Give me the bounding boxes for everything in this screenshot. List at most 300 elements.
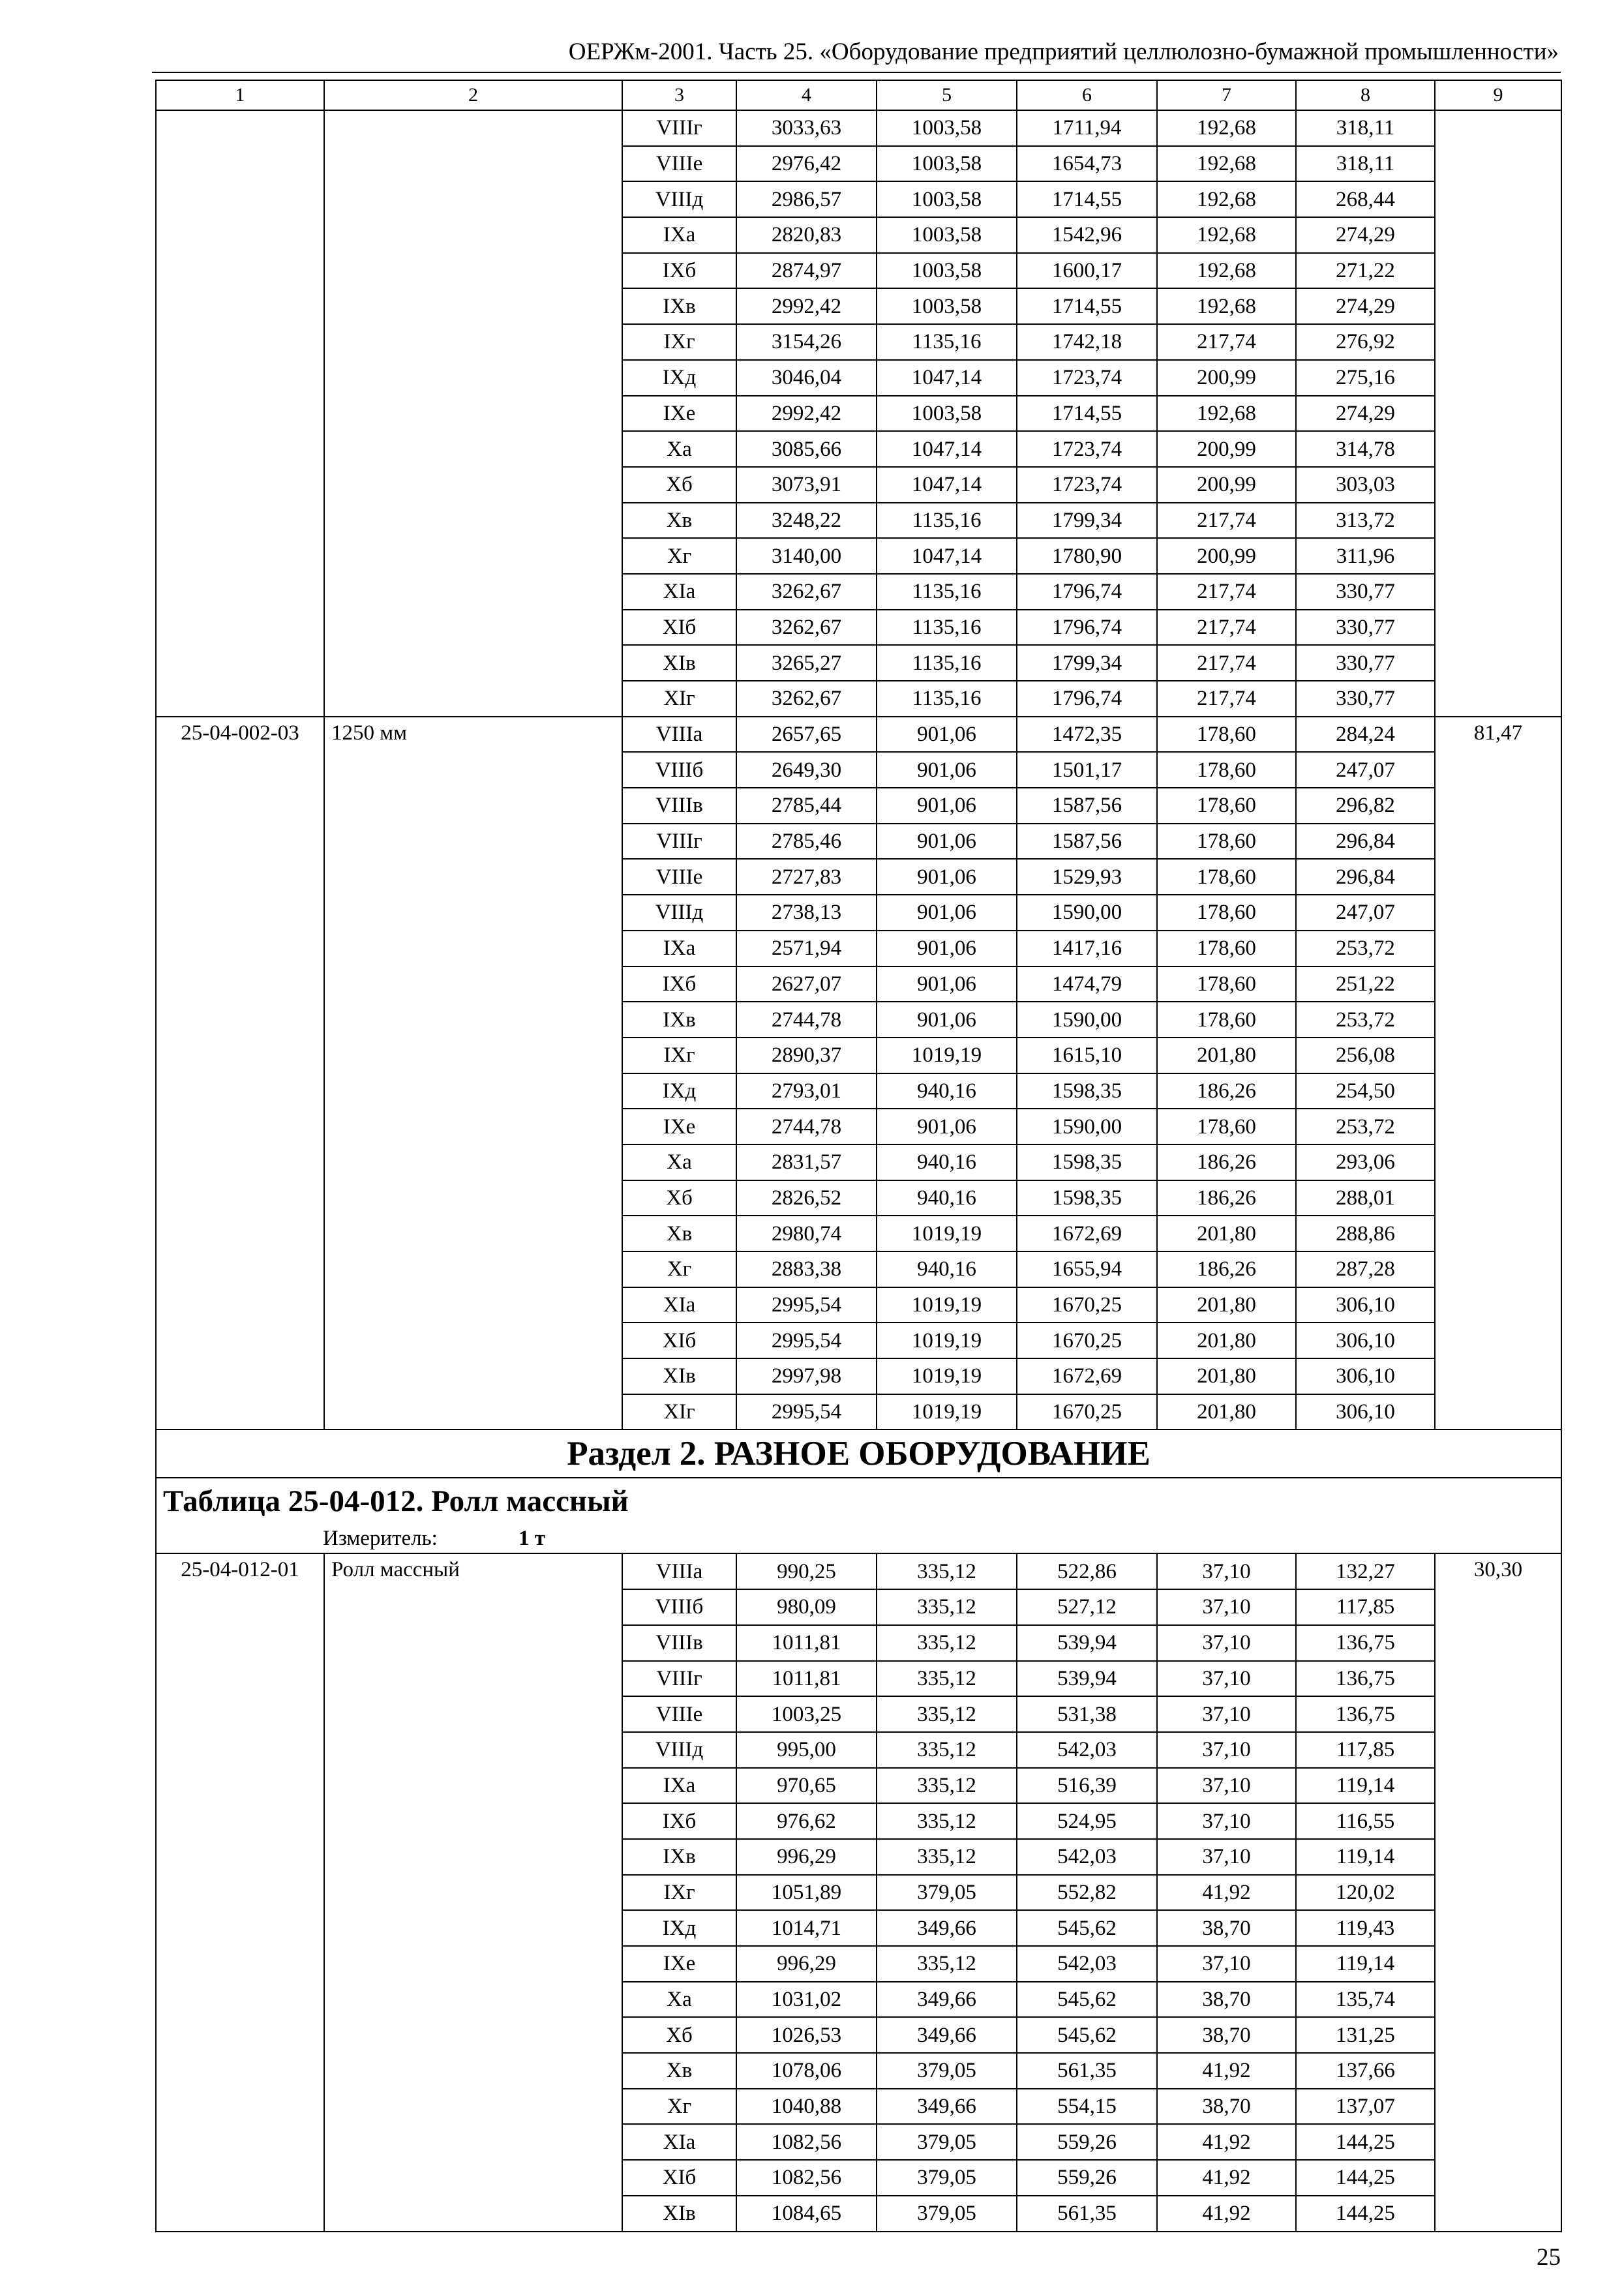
- value-cell: 1742,18: [1017, 324, 1157, 360]
- value-cell: 901,06: [877, 752, 1017, 788]
- value-cell: 3073,91: [736, 467, 877, 503]
- column-number: 8: [1296, 80, 1435, 110]
- zone-cell: Xг: [622, 1251, 736, 1287]
- zone-cell: VIIIд: [622, 1732, 736, 1768]
- value-cell: 1723,74: [1017, 467, 1157, 503]
- value-cell: 2992,42: [736, 288, 877, 324]
- value-cell: 1003,58: [877, 181, 1017, 217]
- value-cell: 192,68: [1157, 396, 1296, 432]
- zone-cell: XIб: [622, 2160, 736, 2196]
- value-cell: 559,26: [1017, 2160, 1157, 2196]
- value-cell: 41,92: [1157, 2196, 1296, 2232]
- value-cell: 1003,58: [877, 146, 1017, 182]
- zone-cell: Xв: [622, 2053, 736, 2089]
- value-cell: 37,10: [1157, 1946, 1296, 1982]
- value-cell: 144,25: [1296, 2160, 1435, 2196]
- value-cell: 2785,44: [736, 788, 877, 824]
- value-cell: 131,25: [1296, 2017, 1435, 2053]
- zone-cell: VIIIе: [622, 859, 736, 895]
- zone-cell: XIв: [622, 645, 736, 681]
- zone-cell: VIIIе: [622, 1696, 736, 1732]
- value-cell: 201,80: [1157, 1216, 1296, 1251]
- value-cell: 2826,52: [736, 1180, 877, 1216]
- value-cell: 980,09: [736, 1589, 877, 1625]
- value-cell: 1135,16: [877, 645, 1017, 681]
- zone-cell: VIIIг: [622, 1661, 736, 1697]
- value-cell: 335,12: [877, 1946, 1017, 1982]
- column-number: 6: [1017, 80, 1157, 110]
- zone-cell: Xа: [622, 431, 736, 467]
- value-cell: 217,74: [1157, 503, 1296, 539]
- value-cell: 940,16: [877, 1251, 1017, 1287]
- value-cell: 192,68: [1157, 253, 1296, 289]
- value-cell: 901,06: [877, 895, 1017, 931]
- value-cell: 178,60: [1157, 1109, 1296, 1144]
- zone-cell: XIв: [622, 1358, 736, 1394]
- value-cell: 192,68: [1157, 181, 1296, 217]
- value-cell: 37,10: [1157, 1768, 1296, 1804]
- value-cell: 1587,56: [1017, 788, 1157, 824]
- value-cell: 274,29: [1296, 396, 1435, 432]
- value-cell: 1135,16: [877, 610, 1017, 646]
- value-cell: 1670,25: [1017, 1323, 1157, 1358]
- zone-cell: IXа: [622, 931, 736, 966]
- zone-cell: Xв: [622, 503, 736, 539]
- value-cell: 1019,19: [877, 1038, 1017, 1073]
- value-cell: 2785,46: [736, 824, 877, 860]
- zone-cell: XIа: [622, 574, 736, 610]
- value-cell: 552,82: [1017, 1875, 1157, 1911]
- value-cell: 1019,19: [877, 1358, 1017, 1394]
- value-cell: 531,38: [1017, 1696, 1157, 1732]
- value-cell: 539,94: [1017, 1661, 1157, 1697]
- value-cell: 995,00: [736, 1732, 877, 1768]
- value-cell: 116,55: [1296, 1803, 1435, 1839]
- value-cell: 41,92: [1157, 2124, 1296, 2160]
- value-cell: 2657,65: [736, 717, 877, 753]
- header-divider: [152, 72, 1561, 73]
- value-cell: 38,70: [1157, 1982, 1296, 2018]
- value-cell: 274,29: [1296, 288, 1435, 324]
- value-cell: 524,95: [1017, 1803, 1157, 1839]
- value-cell: 1598,35: [1017, 1180, 1157, 1216]
- value-cell: 1472,35: [1017, 717, 1157, 753]
- value-cell: 1711,94: [1017, 110, 1157, 146]
- value-cell: 144,25: [1296, 2196, 1435, 2232]
- value-cell: 201,80: [1157, 1287, 1296, 1323]
- value-cell: 3262,67: [736, 681, 877, 717]
- value-cell: 178,60: [1157, 788, 1296, 824]
- value-cell: 1529,93: [1017, 859, 1157, 895]
- value-cell: 268,44: [1296, 181, 1435, 217]
- value-cell: 253,72: [1296, 1109, 1435, 1144]
- value-cell: 275,16: [1296, 360, 1435, 396]
- value-cell: 1615,10: [1017, 1038, 1157, 1073]
- value-cell: 37,10: [1157, 1732, 1296, 1768]
- value-cell: 253,72: [1296, 931, 1435, 966]
- zone-cell: Xг: [622, 2089, 736, 2125]
- value-cell: 251,22: [1296, 966, 1435, 1002]
- value-cell: 2744,78: [736, 1002, 877, 1038]
- value-cell: 201,80: [1157, 1038, 1296, 1073]
- zone-cell: XIа: [622, 1287, 736, 1323]
- value-cell: 137,07: [1296, 2089, 1435, 2125]
- value-cell: 1047,14: [877, 431, 1017, 467]
- value-cell: 901,06: [877, 966, 1017, 1002]
- value-cell: 1670,25: [1017, 1394, 1157, 1430]
- zone-cell: VIIIв: [622, 1625, 736, 1661]
- value-cell: 135,74: [1296, 1982, 1435, 2018]
- value-cell: 1135,16: [877, 324, 1017, 360]
- value-cell: 276,92: [1296, 324, 1435, 360]
- value-cell: 335,12: [877, 1589, 1017, 1625]
- value-cell: 379,05: [877, 2160, 1017, 2196]
- value-cell: 1019,19: [877, 1216, 1017, 1251]
- value-cell: 201,80: [1157, 1394, 1296, 1430]
- zone-cell: XIб: [622, 610, 736, 646]
- value-cell: 1587,56: [1017, 824, 1157, 860]
- value-cell: 306,10: [1296, 1287, 1435, 1323]
- value-cell: 1796,74: [1017, 574, 1157, 610]
- value-cell: 144,25: [1296, 2124, 1435, 2160]
- value-cell: 330,77: [1296, 610, 1435, 646]
- column-number-row: [156, 80, 1561, 110]
- zone-cell: IXв: [622, 1002, 736, 1038]
- value-cell: 1026,53: [736, 2017, 877, 2053]
- value-cell: 247,07: [1296, 895, 1435, 931]
- value-cell: 1003,25: [736, 1696, 877, 1732]
- value-cell: 293,06: [1296, 1144, 1435, 1180]
- value-cell: 136,75: [1296, 1661, 1435, 1697]
- value-cell: 1047,14: [877, 467, 1017, 503]
- table-row: [156, 110, 1561, 146]
- value-cell: 186,26: [1157, 1144, 1296, 1180]
- table-row: [156, 1553, 1561, 1589]
- zone-cell: VIIIб: [622, 752, 736, 788]
- value-cell: 38,70: [1157, 1910, 1296, 1946]
- zone-cell: IXб: [622, 253, 736, 289]
- value-cell: 41,92: [1157, 2053, 1296, 2089]
- value-cell: 306,10: [1296, 1358, 1435, 1394]
- value-cell: 41,92: [1157, 2160, 1296, 2196]
- value-cell: 2820,83: [736, 217, 877, 253]
- table-title: Таблица 25-04-012. Ролл массный: [156, 1478, 1561, 1524]
- value-cell: 2831,57: [736, 1144, 877, 1180]
- value-cell: 2649,30: [736, 752, 877, 788]
- value-cell: 1011,81: [736, 1625, 877, 1661]
- value-cell: 901,06: [877, 788, 1017, 824]
- value-cell: 200,99: [1157, 467, 1296, 503]
- column9-value: 30,30: [1435, 1553, 1561, 2231]
- value-cell: 379,05: [877, 1875, 1017, 1911]
- value-cell: 1590,00: [1017, 895, 1157, 931]
- value-cell: 41,92: [1157, 1875, 1296, 1911]
- value-cell: 1003,58: [877, 253, 1017, 289]
- value-cell: 545,62: [1017, 1910, 1157, 1946]
- value-cell: 178,60: [1157, 966, 1296, 1002]
- value-cell: 253,72: [1296, 1002, 1435, 1038]
- value-cell: 37,10: [1157, 1553, 1296, 1589]
- value-cell: 217,74: [1157, 645, 1296, 681]
- zone-cell: VIIIе: [622, 146, 736, 182]
- value-cell: 1051,89: [736, 1875, 877, 1911]
- value-cell: 186,26: [1157, 1073, 1296, 1109]
- value-cell: 303,03: [1296, 467, 1435, 503]
- value-cell: 136,75: [1296, 1625, 1435, 1661]
- value-cell: 178,60: [1157, 931, 1296, 966]
- value-cell: 119,14: [1296, 1768, 1435, 1804]
- value-cell: 901,06: [877, 717, 1017, 753]
- value-cell: 542,03: [1017, 1839, 1157, 1875]
- value-cell: 516,39: [1017, 1768, 1157, 1804]
- value-cell: 288,01: [1296, 1180, 1435, 1216]
- zone-cell: VIIIг: [622, 110, 736, 146]
- value-cell: 545,62: [1017, 1982, 1157, 2018]
- zone-cell: Xа: [622, 1982, 736, 2018]
- value-cell: 1135,16: [877, 681, 1017, 717]
- zone-cell: IXб: [622, 966, 736, 1002]
- value-cell: 192,68: [1157, 288, 1296, 324]
- value-cell: 1723,74: [1017, 360, 1157, 396]
- zone-cell: IXв: [622, 288, 736, 324]
- zone-cell: IXе: [622, 1946, 736, 1982]
- value-cell: 2986,57: [736, 181, 877, 217]
- value-cell: 1417,16: [1017, 931, 1157, 966]
- zone-cell: IXв: [622, 1839, 736, 1875]
- column-number: 1: [156, 80, 324, 110]
- value-cell: 996,29: [736, 1946, 877, 1982]
- value-cell: 1082,56: [736, 2160, 877, 2196]
- value-cell: 311,96: [1296, 538, 1435, 574]
- value-cell: 1655,94: [1017, 1251, 1157, 1287]
- value-cell: 522,86: [1017, 1553, 1157, 1589]
- zone-cell: IXд: [622, 360, 736, 396]
- value-cell: 3085,66: [736, 431, 877, 467]
- value-cell: 192,68: [1157, 217, 1296, 253]
- value-cell: 186,26: [1157, 1251, 1296, 1287]
- value-cell: 335,12: [877, 1768, 1017, 1804]
- value-cell: 1047,14: [877, 360, 1017, 396]
- value-cell: 335,12: [877, 1696, 1017, 1732]
- value-cell: 1600,17: [1017, 253, 1157, 289]
- zone-cell: Xг: [622, 538, 736, 574]
- value-cell: 1714,55: [1017, 396, 1157, 432]
- value-cell: 1014,71: [736, 1910, 877, 1946]
- value-cell: 2992,42: [736, 396, 877, 432]
- value-cell: 3140,00: [736, 538, 877, 574]
- value-cell: 2997,98: [736, 1358, 877, 1394]
- value-cell: 318,11: [1296, 146, 1435, 182]
- value-cell: 1780,90: [1017, 538, 1157, 574]
- value-cell: 335,12: [877, 1803, 1017, 1839]
- value-cell: 247,07: [1296, 752, 1435, 788]
- column-number: 5: [877, 80, 1017, 110]
- value-cell: 976,62: [736, 1803, 877, 1839]
- value-cell: 37,10: [1157, 1803, 1296, 1839]
- value-cell: 1135,16: [877, 503, 1017, 539]
- value-cell: 120,02: [1296, 1875, 1435, 1911]
- value-cell: 306,10: [1296, 1323, 1435, 1358]
- value-cell: 1135,16: [877, 574, 1017, 610]
- value-cell: 539,94: [1017, 1625, 1157, 1661]
- value-cell: 192,68: [1157, 146, 1296, 182]
- zone-cell: IXд: [622, 1910, 736, 1946]
- value-cell: 314,78: [1296, 431, 1435, 467]
- value-cell: 990,25: [736, 1553, 877, 1589]
- value-cell: 186,26: [1157, 1180, 1296, 1216]
- zone-cell: XIг: [622, 1394, 736, 1430]
- value-cell: 1672,69: [1017, 1358, 1157, 1394]
- value-cell: 2995,54: [736, 1323, 877, 1358]
- value-cell: 542,03: [1017, 1732, 1157, 1768]
- zone-cell: Xб: [622, 1180, 736, 1216]
- value-cell: 1590,00: [1017, 1002, 1157, 1038]
- zone-cell: IXг: [622, 1875, 736, 1911]
- value-cell: 1723,74: [1017, 431, 1157, 467]
- value-cell: 2738,13: [736, 895, 877, 931]
- value-cell: 901,06: [877, 859, 1017, 895]
- rate-name: Ролл массный: [324, 1553, 622, 2231]
- value-cell: 335,12: [877, 1732, 1017, 1768]
- value-cell: 37,10: [1157, 1589, 1296, 1625]
- value-cell: 561,35: [1017, 2196, 1157, 2232]
- rate-name: 1250 мм: [324, 717, 622, 1430]
- value-cell: 349,66: [877, 1982, 1017, 2018]
- value-cell: 1040,88: [736, 2089, 877, 2125]
- table-row: [156, 717, 1561, 753]
- value-cell: 1501,17: [1017, 752, 1157, 788]
- value-cell: 1019,19: [877, 1394, 1017, 1430]
- value-cell: 2727,83: [736, 859, 877, 895]
- measure-value: 1 т: [519, 1527, 545, 1551]
- value-cell: 1714,55: [1017, 181, 1157, 217]
- section-title: Раздел 2. РАЗНОЕ ОБОРУДОВАНИЕ: [156, 1429, 1561, 1478]
- value-cell: 940,16: [877, 1180, 1017, 1216]
- value-cell: 2744,78: [736, 1109, 877, 1144]
- value-cell: 970,65: [736, 1768, 877, 1804]
- value-cell: 217,74: [1157, 574, 1296, 610]
- value-cell: 178,60: [1157, 859, 1296, 895]
- value-cell: 1590,00: [1017, 1109, 1157, 1144]
- measure-cell: [156, 1524, 1561, 1553]
- value-cell: 335,12: [877, 1661, 1017, 1697]
- value-cell: 1003,58: [877, 288, 1017, 324]
- value-cell: 1082,56: [736, 2124, 877, 2160]
- value-cell: 527,12: [1017, 1589, 1157, 1625]
- value-cell: 2793,01: [736, 1073, 877, 1109]
- zone-cell: IXг: [622, 324, 736, 360]
- rates-table: [155, 80, 1562, 2232]
- value-cell: 1799,34: [1017, 503, 1157, 539]
- value-cell: 318,11: [1296, 110, 1435, 146]
- value-cell: 3248,22: [736, 503, 877, 539]
- value-cell: 1474,79: [1017, 966, 1157, 1002]
- value-cell: 178,60: [1157, 824, 1296, 860]
- value-cell: 3262,67: [736, 610, 877, 646]
- zone-cell: XIа: [622, 2124, 736, 2160]
- measure-row: [156, 1524, 1561, 1553]
- value-cell: 117,85: [1296, 1732, 1435, 1768]
- value-cell: 1003,58: [877, 110, 1017, 146]
- value-cell: 1019,19: [877, 1287, 1017, 1323]
- value-cell: 274,29: [1296, 217, 1435, 253]
- value-cell: 1078,06: [736, 2053, 877, 2089]
- value-cell: 2883,38: [736, 1251, 877, 1287]
- value-cell: 1003,58: [877, 396, 1017, 432]
- value-cell: 313,72: [1296, 503, 1435, 539]
- column-number: 3: [622, 80, 736, 110]
- value-cell: 554,15: [1017, 2089, 1157, 2125]
- zone-cell: VIIIб: [622, 1589, 736, 1625]
- value-cell: 1714,55: [1017, 288, 1157, 324]
- value-cell: 1670,25: [1017, 1287, 1157, 1323]
- value-cell: 1047,14: [877, 538, 1017, 574]
- value-cell: 349,66: [877, 1910, 1017, 1946]
- value-cell: 287,28: [1296, 1251, 1435, 1287]
- value-cell: 284,24: [1296, 717, 1435, 753]
- value-cell: 330,77: [1296, 645, 1435, 681]
- zone-cell: IXе: [622, 1109, 736, 1144]
- value-cell: 542,03: [1017, 1946, 1157, 1982]
- value-cell: 217,74: [1157, 324, 1296, 360]
- measure-label: Измеритель:: [323, 1527, 438, 1551]
- rate-code: 25-04-012-01: [156, 1553, 324, 2231]
- zone-cell: IXг: [622, 1038, 736, 1073]
- value-cell: 2976,42: [736, 146, 877, 182]
- value-cell: 2995,54: [736, 1394, 877, 1430]
- value-cell: 200,99: [1157, 431, 1296, 467]
- value-cell: 3154,26: [736, 324, 877, 360]
- column9-value: [1435, 110, 1561, 717]
- value-cell: 335,12: [877, 1625, 1017, 1661]
- rate-code: 25-04-002-03: [156, 717, 324, 1430]
- column-number: 2: [324, 80, 622, 110]
- value-cell: 940,16: [877, 1073, 1017, 1109]
- column-number: 7: [1157, 80, 1296, 110]
- value-cell: 335,12: [877, 1839, 1017, 1875]
- value-cell: 3033,63: [736, 110, 877, 146]
- zone-cell: Xб: [622, 467, 736, 503]
- value-cell: 254,50: [1296, 1073, 1435, 1109]
- value-cell: 2627,07: [736, 966, 877, 1002]
- value-cell: 119,14: [1296, 1946, 1435, 1982]
- zone-cell: Xа: [622, 1144, 736, 1180]
- zone-cell: VIIIа: [622, 717, 736, 753]
- zone-cell: Xб: [622, 2017, 736, 2053]
- value-cell: 38,70: [1157, 2089, 1296, 2125]
- value-cell: 178,60: [1157, 752, 1296, 788]
- value-cell: 1019,19: [877, 1323, 1017, 1358]
- zone-cell: VIIIв: [622, 788, 736, 824]
- value-cell: 1654,73: [1017, 146, 1157, 182]
- value-cell: 201,80: [1157, 1358, 1296, 1394]
- value-cell: 178,60: [1157, 895, 1296, 931]
- zone-cell: XIв: [622, 2196, 736, 2232]
- value-cell: 379,05: [877, 2124, 1017, 2160]
- value-cell: 559,26: [1017, 2124, 1157, 2160]
- value-cell: 330,77: [1296, 681, 1435, 717]
- zone-cell: IXа: [622, 217, 736, 253]
- value-cell: 296,84: [1296, 859, 1435, 895]
- zone-cell: Xв: [622, 1216, 736, 1251]
- value-cell: 3262,67: [736, 574, 877, 610]
- value-cell: 38,70: [1157, 2017, 1296, 2053]
- value-cell: 2980,74: [736, 1216, 877, 1251]
- value-cell: 136,75: [1296, 1696, 1435, 1732]
- zone-cell: VIIIг: [622, 824, 736, 860]
- page-header-title: ОЕРЖм-2001. Часть 25. «Оборудование предприятий целлюлозно-бумажной промышленности»: [568, 38, 1559, 65]
- zone-cell: VIIIа: [622, 1553, 736, 1589]
